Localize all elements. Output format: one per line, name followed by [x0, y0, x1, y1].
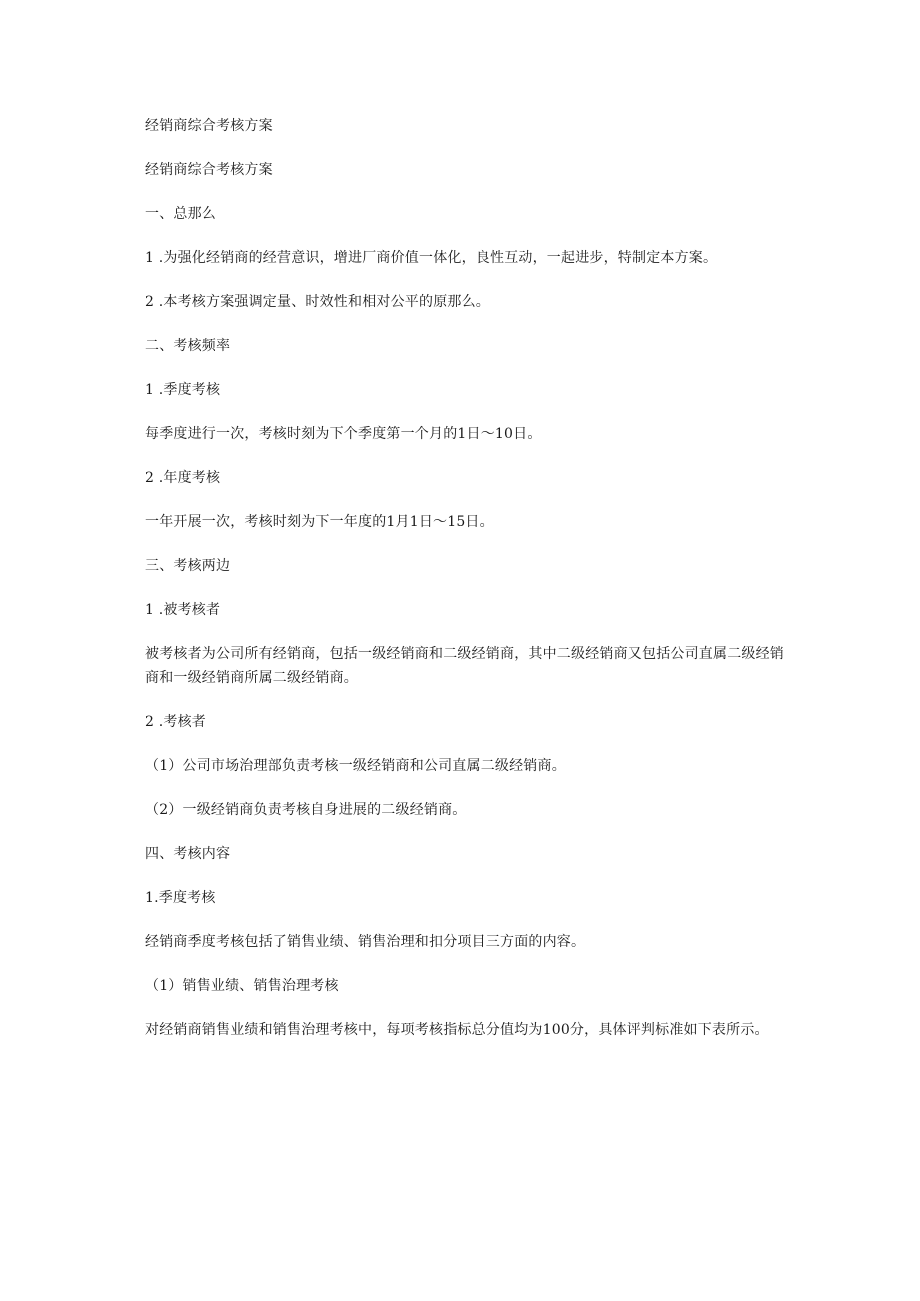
- paragraph: 2 .本考核方案强调定量、时效性和相对公平的原那么。: [145, 294, 491, 310]
- subheading: 2 .年度考核: [145, 470, 221, 486]
- subheading: 1 .季度考核: [145, 382, 221, 398]
- subheading: 1.季度考核: [145, 890, 216, 906]
- paragraph: 一年开展一次，考核时刻为下一年度的1月1日～15日。: [145, 514, 494, 530]
- document-title: 经销商综合考核方案: [145, 118, 273, 134]
- subheading: 1 .被考核者: [145, 602, 221, 618]
- subheading: 2 .考核者: [145, 714, 207, 730]
- paragraph: 被考核者为公司所有经销商，包括一级经销商和二级经销商，其中二级经销商又包括公司直属二级经销商和一级经销商所属二级经销商。: [145, 646, 784, 686]
- section-heading-parties: 三、考核两边: [145, 558, 231, 574]
- document-subtitle: 经销商综合考核方案: [145, 162, 273, 178]
- paragraph: （2）一级经销商负责考核自身进展的二级经销商。: [145, 802, 467, 818]
- section-heading-general: 一、总那么: [145, 206, 216, 222]
- section-heading-content: 四、考核内容: [145, 846, 231, 862]
- paragraph: 经销商季度考核包括了销售业绩、销售治理和扣分项目三方面的内容。: [145, 934, 586, 950]
- paragraph: 每季度进行一次，考核时刻为下个季度第一个月的1日～10日。: [145, 426, 542, 442]
- paragraph: （1）公司市场治理部负责考核一级经销商和公司直属二级经销商。: [145, 758, 566, 774]
- paragraph: 对经销商销售业绩和销售治理考核中，每项考核指标总分值均为100分，具体评判标准如下表所示。: [145, 1022, 769, 1038]
- paragraph: 1 .为强化经销商的经营意识，增进厂商价值一体化，良性互动，一起进步，特制定本方案。: [145, 250, 718, 266]
- document-body: [145, 114, 785, 1042]
- section-heading-frequency: 二、考核频率: [145, 338, 231, 354]
- subheading: （1）销售业绩、销售治理考核: [145, 978, 339, 994]
